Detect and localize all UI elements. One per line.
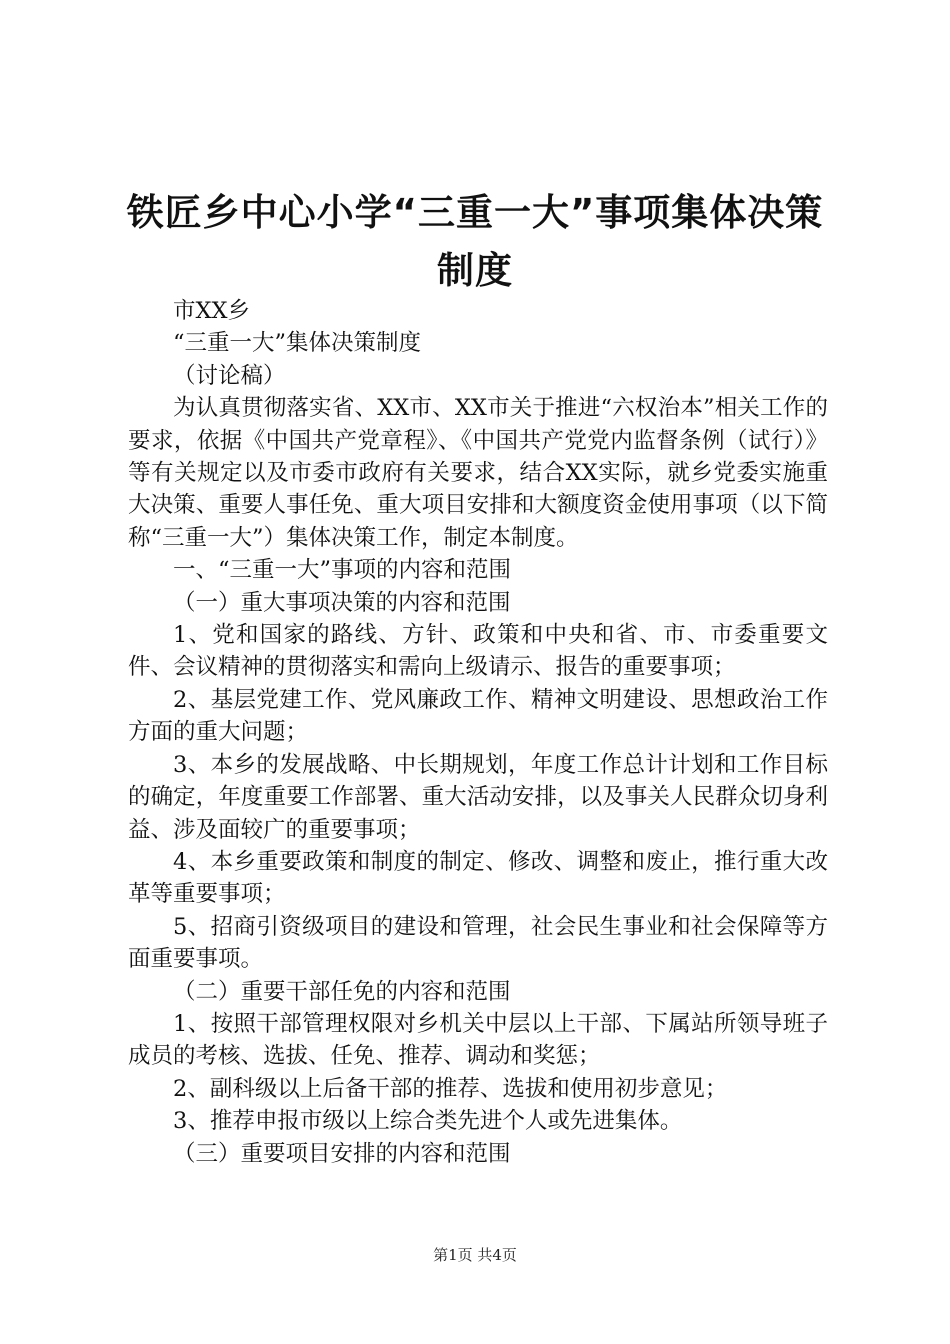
list-item: 3、本乡的发展战略、中长期规划，年度工作总计计划和工作目标的确定，年度重要工作部署、重大活动安排，以及事关人民群众切身利益、涉及面较广的重要事项； — [128, 751, 828, 843]
subsection-heading: （三）重要项目安排的内容和范围 — [173, 1140, 511, 1167]
page-footer: 第1页 共4页 — [433, 1246, 517, 1264]
list-item: 1、按照干部管理权限对乡机关中层以上干部、下属站所领导班子成员的考核、选拔、任免、推荐、调动和奖惩； — [128, 1010, 828, 1070]
list-item: 3、推荐申报市级以上综合类先进个人或先进集体。 — [173, 1108, 683, 1135]
list-item: 4、本乡重要政策和制度的制定、修改、调整和废止，推行重大改革等重要事项； — [128, 848, 828, 908]
list-item: 2、基层党建工作、党风廉政工作、精神文明建设、思想政治工作方面的重大问题； — [128, 686, 828, 746]
list-item: 5、招商引资级项目的建设和管理，社会民生事业和社会保障等方面重要事项。 — [128, 913, 828, 973]
subsection-heading: （二）重要干部任免的内容和范围 — [173, 978, 511, 1005]
paragraph: 为认真贯彻落实省、XX市、XX市关于推进“六权治本”相关工作的要求，依据《中国共产党章程》、《中国共产党党内监督条例（试行）》等有关规定以及市委市政府有关要求，结合XX实际，就乡党委实施重大决策、重要人事任免、重大项目安排和大额度资金使用事项（以下简称“三重一大”）集体决策工作，制定本制度。 — [128, 395, 828, 551]
subsection-heading: （一）重大事项决策的内容和范围 — [173, 589, 511, 616]
section-heading: 一、“三重一大”事项的内容和范围 — [173, 557, 512, 584]
document-title: 铁匠乡中心小学“三重一大”事项集体决策制度 — [126, 191, 824, 292]
list-item: 1、党和国家的路线、方针、政策和中央和省、市、市委重要文件、会议精神的贯彻落实和需向上级请示、报告的重要事项； — [128, 622, 828, 681]
paragraph: 市XX乡 — [173, 298, 251, 324]
paragraph: “三重一大”集体决策制度 — [173, 330, 422, 357]
list-item: 2、副科级以上后备干部的推荐、选拔和使用初步意见； — [173, 1075, 728, 1102]
document-body — [128, 295, 828, 1170]
paragraph: （讨论稿） — [173, 362, 286, 389]
